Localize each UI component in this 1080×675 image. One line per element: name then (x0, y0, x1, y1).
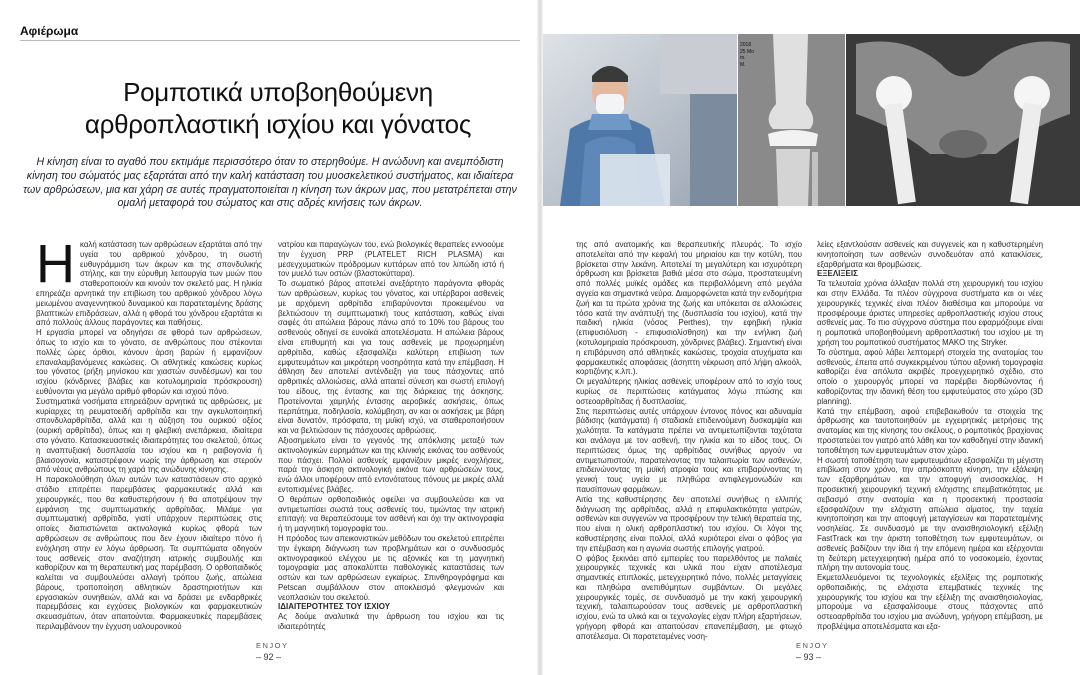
paragraph: Το σύστημα, αφού λάβει λεπτομερή στοιχεία της ανατομίας του ασθενούς, έπειτα από συγκεκριμένου τύπου αξονική τομογραφία καθορίζει ένα απόλυτα ακριβές προεγχειρητικό σχέδιο, στο οποίο ο χειρουργός μπορεί να παρέμβει διορθώνοντας ή καθορίζοντας την ιδανική θέση του εμφυτεύματος στο χώρο (3D planning). (817, 347, 1043, 406)
paragraph: καλή κατάσταση των αρθρώσεων εξαρτάται από την υγεία του αρθρικού χόνδρου, τη σωστή ευθυγράμμιση των άκρων και της σπονδυλικής στήλης, και την εύρυθμη λειτουργία των μυών που σταθεροποιούν και κινούν τον σκελετό μας. Η ηλικία επηρεάζει αρνητικά την επιβίωση του αρθρικού χόνδρου λόγω μειωμένου αναγεννητικού δυναμικού και παρατεταμένης δράσης βλαπτικών επιδράσεων, αλλά η φθορά του χόνδρου εξαρτάται κι από πολλούς άλλους παράγοντες και παθήσεις. (36, 240, 262, 328)
paragraph: Η πρόοδος των απεικονιστικών μεθόδων του σκελετού επιτρέπει την έγκαιρη διάγνωση των προβλημάτων και ο συνδυασμός ακτινογραφικού ελέγχου με τις αξονικές και τη μαγνητική τομογραφία μας αποκαλύπτει παθολογικές καταστάσεις των οστών και των αρθρώσεων εγκαίρως. Σπινθηρογράφημα και Petscan συμβάλλουν στον αποκλεισμό φλεγμονών και νεοπλασιών του σκελετού. (278, 533, 504, 602)
paragraph: Εκμεταλλευόμενοι τις τεχνολογικές εξελίξεις της ρομποτικής ορθοπαιδικής, τις ελάχιστα επεμβατικές τεχνικές της χειρουργικής του ισχίου και την εξέλιξη της αναισθησιολογίας, μπορούμε να εξασφαλίσουμε στους πάσχοντες από οστεοαρθρίτιδα του ισχίου μια ανώδυνη, γρήγορη επέμβαση, με προβλέψιμα αποτελέσματα και εξα- (817, 573, 1043, 632)
page-number: – 93 – (796, 652, 822, 662)
paragraph: Το σωματικό βάρος αποτελεί ανεξάρτητο παράγοντα φθοράς των αρθρώσεων, κυρίως του γόνατος, και υπέρβαροι ασθενείς με αρχόμενη αρθρίτιδα επιβαρύνονται προκειμένου να βελτιώσουν τη συμπτωματική τους κατάσταση, καθώς είναι σαφές ότι απώλεια βάρους πάνω από το 10% του βάρους του ασθενούς οδηγεί σε ευνοϊκά αποτελέσματα. Η απώλεια βάρους είναι επιθυμητή και για τους ασθενείς με προχωρημένη αρθρίτιδα, καθώς εξασφαλίζει καλύτερη επιβίωση των εμφυτευμάτων και μικρότερη νοσηρότητα κατά την επέμβαση. Η άθληση δεν αποτελεί αντένδειξη για τους πάσχοντες από αρθριτικές αλλοιώσεις, αλλά απαιτεί σύνεση και σωστή επιλογή του είδους, της έντασης και της διάρκειας της άσκησης. Προτείνονται χαμηλής έντασης αεροβικές ασκήσεις, όπως περπάτημα, ποδηλασία, κολύμβηση, αν και οι ασκήσεις με βάρη είναι δυνατόν, πρόσφατα, τη μυϊκή ισχύ, να σταθεροποιήσουν και να βελτιώσουν τις πάσχουσες αρθρώσεις. (278, 279, 504, 436)
section-tag: Αφιέρωμα (20, 24, 79, 38)
surgeon-photo (540, 34, 737, 206)
subheading: ΙΔΙΑΙΤΕΡΟΤΗΤΕΣ ΤΟΥ ΙΣΧΙΟΥ (278, 602, 391, 612)
footer-brand: ENJOY (796, 641, 829, 650)
paragraph: Κατά την επέμβαση, αφού επιβεβαιωθούν τα στοιχεία της άρθρωσης και ταυτοποιηθούν με εγχειρητικές μετρήσεις της ανατομίας και της κίνησης του σκέλους, ο ρομποτικός βραχίονας προστατεύει τον γιατρό από λάθη και τον καθοδηγεί στην ιδανική τοποθέτηση των εμφυτευμάτων στον χώρο. (817, 406, 1043, 455)
intro-paragraph: Η κίνηση είναι το αγαθό που εκτιμάμε περισσότερο όταν το στερηθούμε. Η ανώδυνη και ανεμπόδιστη κίνηση του σώματός μας εξαρτάται από την καλή κατάσταση του μυοσκελετικού συστήματος, και ιδιαίτερα των αρθρώσεων, μια και χάρη σε αυτές πραγματοποιείται η κίνηση των άκρων μας, που μετατρέπεται στην ομαλή μεταφορά του σώματος και στις αδρές κινήσεις των άκρων. (23, 156, 517, 210)
title-line-1: Ρομποτικά υποβοηθούμενη (117, 76, 439, 108)
page-number: – 92 – (256, 652, 282, 662)
text-column-1 (36, 234, 262, 632)
paragraph: Η εργασία μπορεί να οδηγήσει σε φθορά των αρθρώσεων, όπως το ισχίο και το γόνατο, σε ανθρώπους που στέκονται πολλές ώρες όρθιοι, κάνουν άρση βαρών ή εμφανίζουν επαναλαμβανόμενες κακώσεις. Οι αθλητικές κακώσεις κυρίως του γόνατος (ρήξη μηνίσκου και χιαστών συνδέσμων) και του ισχίου (κόνδρινες βλάβες και κοτυλομηριαία πρόσκρουση) ευθύνονται για μεγάλο αριθμό φθορών και ισχιού πόνο. (36, 328, 262, 396)
dropcap: Η (36, 234, 75, 294)
paragraph: Αξιοσημείωτο είναι το γεγονός της απόκλισης μεταξύ των ακτινολογικών ευρημάτων και της κλινικής εικόνας του ασθενούς που πάσχει. Πολλοί ασθενείς εμφανίζουν μικρές ενοχλήσεις, παρά την άσκηση ακτινολογική εικόνα των αρθρώσεών τους, ενώ άλλοι υποφέρουν από εντονότατους πόνους με μικρές αλλά εντοπισμένες βλάβες. (278, 435, 504, 494)
article-title (68, 76, 488, 140)
paragraph: λείες εξαντλούσαν ασθενείς και συγγενείς και η καθυστερημένη κινητοποίηση των ασθενών συνοδευόταν από κατακλίσεις, εξαρθρήματα και θρομβώσεις. (817, 240, 1043, 269)
paragraph: Η σωστή τοποθέτηση των εμφυτευμάτων εξασφαλίζει τη μέγιστη επιβίωση στον χρόνο, την απρόσκοπτη κίνηση, την εξάλειψη των εξαρθρημάτων και την αποφυγή ανισοσκελίας. Η προσεκτική χειρουργική τεχνική ελάχιστης επεμβατικότητας με σεβασμό στην ανατομία και η προσεκτική προστασία εξασφαλίζουν την ελάχιστη απώλεια αίματος, την ταχεία κινητοποίηση και την αποφυγή μεταγγίσεων και παρατεταμένης νοσηλείας. Σε συνδυασμό με την αναισθησιολογική εξέλιξη FastTrack και την άριστη τοποθέτηση των εμφυτευμάτων, οι ασθενείς βαδίζουν την ίδια ή την επόμενη ημέρα και εξέρχονται τη δεύτερη μετεγχειρητική ημέρα από το νοσοκομείο, έχοντας πλήρη την αυτονομία τους. (817, 455, 1043, 573)
paragraph: Τα τελευταία χρόνια άλλαξαν πολλά στη χειρουργική του ισχίου και στην Ελλάδα. Τα πλέον σύγχρονα συστήματα και οι νέες χειρουργικές τεχνικές είναι πλέον διαθέσιμα και μπορούμε να προσφέρουμε άριστες υπηρεσίες αρθροπλαστικής ισχίου στους ασθενείς μας. Το πιο σύγχρονο σύστημα που εφαρμόζουμε είναι η ρομποτικά υποβοηθούμενη αρθροπλαστική του ισχίου με τη χρήση του ρομποτικού συστήματος MAKO της Stryker. (817, 279, 1043, 347)
text-column-4 (817, 240, 1043, 632)
paragraph: Ο θεράπων ορθοπαιδικός οφείλει να συμβουλεύσει και να αντιμετωπίσει σωστά τους ασθενείς του, τιμώντας την ιατρική επιταγή: να θεραπεύσουμε τον ασθενή και όχι την ακτινογραφία ή τη μαγνητική τομογραφία του. (278, 494, 504, 534)
knee-xray-image (738, 34, 845, 206)
paragraph: Ο φόβος ξεκινάει από εμπειρίες του παρελθόντος με παλαιές χειρουργικές τεχνικές και υλικά που είχαν αποτέλεσμα σημαντικές επιπλοκές, μετεγχειρητικό πόνο, πολλές μεταγγίσεις και πληθώρα ανεπιθύμητων συμβάντων. Οι μεγάλες χειρουργικές τομές, σε συνδυασμό με την κακή χειρουργική τεχνική, ταλαιπωρούσαν τους ασθενείς με αρθροπλαστική ισχίου, ενώ τα υλικά και οι τεχνολογίες είχαν πλήρη εξαρτήσεων, γρήγορη φθορά και απαιτούσαν επανεπέμβαση, με φτωχό αποτέλεσμα. Οι παρατεταμένες νοση- (576, 553, 802, 641)
paragraph: Αιτία της καθυστέρησης δεν αποτελεί συνήθως η ελλιπής διάγνωση της αρθρίτιδας, αλλά η επιφυλακτικότητα γιατρών, ασθενών και συγγενών να προσφέρουν την τελική θεραπεία της, που είναι η ολική αρθροπλαστική του ισχίου. Οι λόγοι της καθυστέρησης είναι πολλοί, αλλά κυριότεροι είναι ο φόβος για την επέμβαση και η αγωνία σωστής επιλογής γιατρού. (576, 494, 802, 553)
text-column-2 (278, 240, 504, 632)
xray-caption: 2018 25 Mo m. M. (740, 42, 754, 68)
text-column-3 (576, 240, 802, 642)
subheading: ΕΞΕΛΙΞΕΙΣ (817, 269, 858, 279)
paragraph: Η παρακολούθηση όλων αυτών των καταστάσεων στο αρχικό στάδιο επιτρέπει παρεμβάσεις φαρμακευτικές αλλά και χειρουργικές, που θα καθυστερήσουν ή θα αποτρέψουν την εμφάνιση της συμπτωματικής αρθρίτιδας. Μιλάμε για συμπτωματική αρθρίτιδα, γιατί υπάρχουν περιπτώσεις στις οποίες διαπιστώνεται ακτινολογικά κυρίως φθορά των αρθρώσεων σε ανθρώπους που δεν έχουν ιδιαίτερο πόνο ή ενόχληση στην εν λόγω άρθρωση. Τα συμπτώματα οδηγούν τους ασθενείς στον αναζήτηση ιατρικής συμβουλής και καθορίζουν και τη θεραπευτική μας παρέμβαση. Ο ορθοπαιδικός καλείται να συμβουλεύσει αλλαγή τρόπου ζωής, απώλεια βάρους, τροποποίηση αθλητικών δραστηριοτήτων και εργασιακών συνηθειών, αλλά και να δράσει με ενδαρθρικές παρεμβάσεις και εγχύσεις βιολογικών και φαρμακευτικών σκευασμάτων, όταν απαιτούνται. Φαρμακευτικές παρεμβάσεις περιλαμβάνουν την έγχυση υαλουρονικού (36, 475, 262, 632)
paragraph: Στις περιπτώσεις αυτές υπάρχουν έντονος πόνος και αδυναμία βάδισης (κατάγματα) ή σταδιακά επιδεινούμενη δυσκαμψία και χωλότητα. Τα κατάγματα πρέπει να αντιμετωπίζονται ταχύτατα και ανάλογα με τον ασθενή, την ηλικία και το είδος τους. Οι περιπτώσεις όμως της αρθρίτιδας συνήθως αργούν να αντιμετωπιστούν, παρατείνοντας την ταλαιπωρία των ασθενών, επιδεινώνοντας τη μυϊκή ατροφία τους και επιβαρύνοντας τη γενική τους υγεία με πληθώρα αντιφλεγμονωδών και παυσίπονων φαρμάκων. (576, 406, 802, 494)
right-page (540, 0, 1080, 675)
paragraph: Ας δούμε αναλυτικά την άρθρωση του ισχίου και τις ιδιαιτερότητές (278, 612, 504, 632)
footer-brand: ENJOY (256, 641, 289, 650)
hip-xray-image (846, 34, 1080, 206)
spine-gutter (537, 0, 543, 675)
section-rule (20, 40, 520, 41)
title-line-2: αρθροπλαστική ισχίου και γόνατος (79, 108, 477, 140)
paragraph: Συστηματικά νοσήματα επηρεάζουν αρνητικά τις αρθρώσεις, με κυρίαρχες τη ρευματοειδή αρθρίτιδα και την αγκυλοποιητική σπονδυλαρθρίτιδα, αλλά και η αύξηση του ουρικού οξέος (ουρική αρθρίτιδα), όπως και η φλεβική ανεπάρκεια, ιδιαίτερα στο γόνατο. Κατασκευαστικές ιδιαιτερότητες του σκελετού, όπως η αναπτυξιακή δυσπλασία του ισχίου και η ραιβογονία ή βλαισογονία, καταστρέφουν νωρίς την άρθρωση και στερούν από νέους ανθρώπους τη χαρά της ανώδυνης κίνησης. (36, 396, 262, 475)
paragraph: Οι μεγαλύτερης ηλικίας ασθενείς υποφέρουν από το ισχίο τους κυρίως σε περιπτώσεις κατάγματος λόγω πτώσης και οστεοαρθρίτιδας ή δυσπλασίας. (576, 377, 802, 406)
paragraph: νατρίου και παραγώγων του, ενώ βιολογικές θεραπείες εννοούμε την έγχυση PRP (PLATELET RICH PLASMA) και μεσεγχυματικών πρόδρομων κυττάρων από τον λιπώδη ιστό ή τον μυελό των οστών (βλαστοκύτταρα). (278, 240, 504, 279)
paragraph: της από ανατομικής και θεραπευτικής πλευράς. Το ισχίο αποτελείται από την κεφαλή του μηριαίου και την κοτύλη, που βρίσκεται στην λεκάνη. Αποτελεί τη μεγαλύτερη και ισχυρότερη άρθρωση και βρίσκεται βαθιά μέσα στο σώμα, προστατευμένη από πολλές μυϊκές ομάδες και περιβαλλόμενη από μεγάλα αγγεία και σημαντικά νεύρα. Διαμορφώνεται κατά την ενδομήτρια ζωή και τα πρώτα χρόνια της ζωής και υπόκειται σε αλλοιώσεις τόσο κατά την ανάπτυξή της (δυσπλασία του ισχίου), κατά την παιδική ηλικία (νόσος Perthes), την εφηβική ηλικία (επιφυσιόλυση - επιφυσιολίσθηση) και την ενήλικη ζωή (κοτυλομηριαία πρόσκρουση, χόνδρινες βλάβες). Σημαντική είναι η επιβάρυνση από αθλητικές κακώσεις, τροχαία ατυχήματα και φαρμακευτικές αποφάσεις (άσηπτη νέκρωση από λήψη αλκοόλ, κορτιζόνης κ.λπ.). (576, 240, 803, 377)
